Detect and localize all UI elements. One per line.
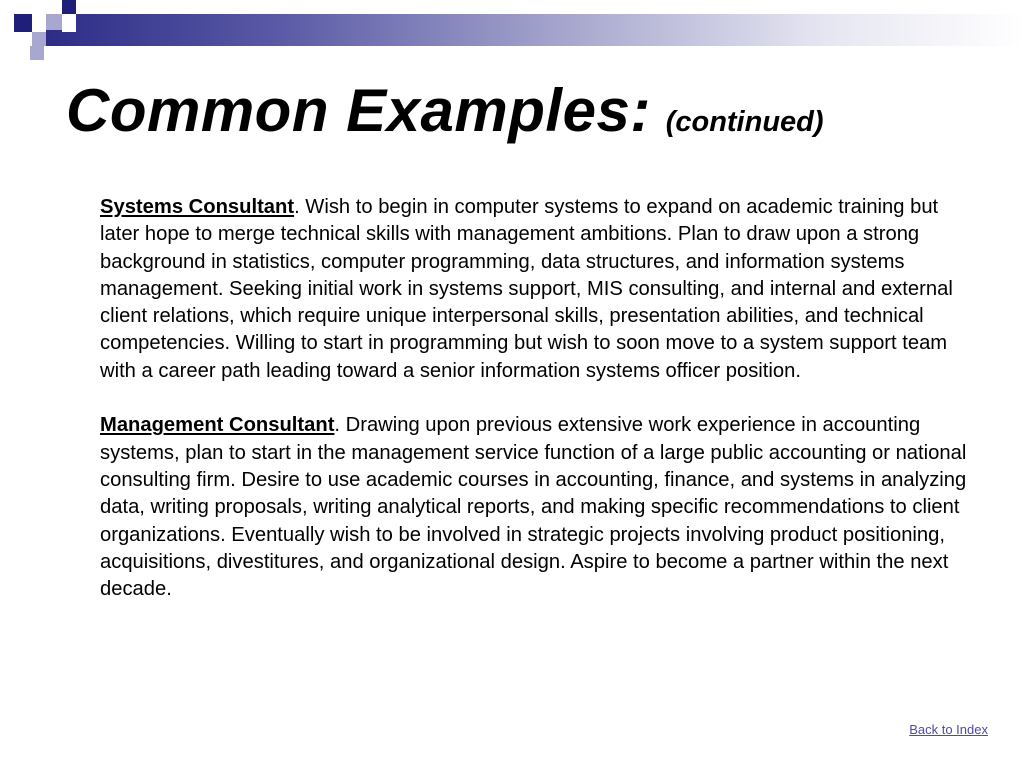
slide-body	[100, 194, 970, 631]
title-subtitle: (continued)	[665, 106, 824, 138]
header-gradient-bar	[32, 14, 1024, 46]
header-square-navy	[14, 14, 32, 32]
section-text: . Wish to begin in computer systems to expand on academic training but later hope to merge technical skills with management ambitions. Plan to draw upon a strong background in statistics, computer programming, data structures, and information systems management. Seeking initial work in systems support, MIS consulting, and internal and external client relations, which require unique interpersonal skills, presentation abilities, and technical competencies. Willing to start in programming but wish to soon move to a system support team with a career path leading toward a senior information systems officer position.	[100, 196, 953, 382]
header-square-navy	[62, 0, 76, 14]
section-heading: Systems Consultant	[100, 196, 295, 218]
slide-title	[66, 76, 824, 145]
header-square-light	[30, 46, 44, 60]
section-text: . Drawing upon previous extensive work experience in accounting systems, plan to start in the management service function of a large public accounting or national consulting firm. Desire to use academic courses in accounting, finance, and systems in analyzing data, writing proposals, writing analytical reports, and making specific recommendations to client organizations. Eventually wish to be involved in strategic projects involving product positioning, acquisitions, divestitures, and organizational design. Aspire to become a partner within the next decade.	[100, 414, 967, 601]
header-square-light	[46, 14, 62, 30]
section-heading: Management Consultant	[100, 414, 335, 437]
paragraph-systems-consultant	[100, 194, 970, 385]
header-square-light	[32, 32, 46, 46]
title-main: Common Examples:	[66, 77, 651, 144]
back-to-index-link[interactable]: Back to Index	[909, 722, 988, 737]
paragraph-management-consultant	[100, 412, 970, 603]
header-square-white	[32, 14, 46, 32]
header-square-white	[62, 14, 76, 32]
